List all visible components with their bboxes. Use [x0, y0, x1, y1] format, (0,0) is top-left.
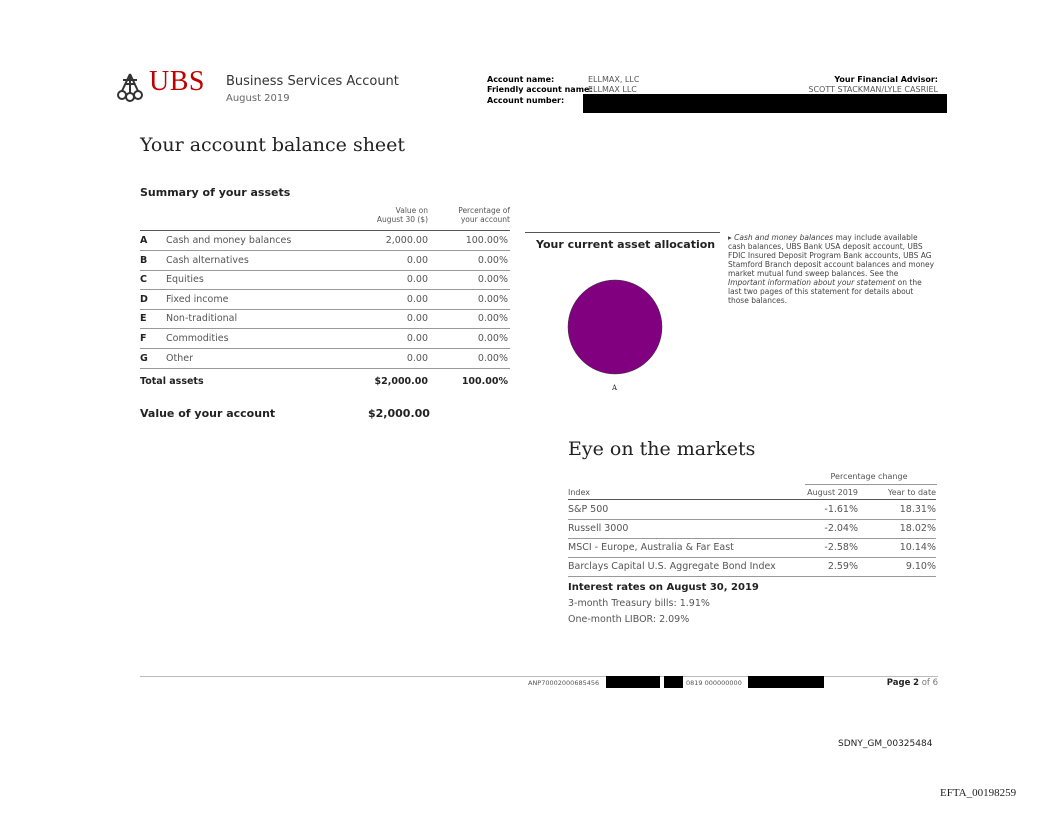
asset-row	[140, 251, 510, 271]
market-row	[568, 538, 936, 558]
account-value-label: Value of your account	[140, 407, 276, 420]
asset-row	[140, 270, 510, 290]
page-indicator: Page 2 of 6	[886, 678, 938, 688]
redaction-2	[664, 676, 683, 688]
asset-value: 2,000.00	[385, 235, 428, 246]
allocation-rule	[525, 232, 720, 233]
pct-change-header: Percentage change	[830, 472, 908, 481]
market-index: S&P 500	[568, 504, 609, 515]
summary-title: Summary of your assets	[140, 186, 291, 199]
statement-period: August 2019	[226, 93, 290, 104]
account-name-label: Account name:	[487, 75, 555, 84]
redaction-account-number	[583, 94, 947, 113]
market-row	[568, 519, 936, 539]
ubs-wordmark: UBS	[149, 66, 205, 97]
asset-letter: G	[140, 352, 148, 364]
market-row	[568, 557, 936, 577]
total-value: $2,000.00	[374, 376, 428, 387]
page-title: Your account balance sheet	[140, 134, 406, 156]
markets-title: Eye on the markets	[568, 438, 756, 460]
account-value: $2,000.00	[368, 407, 430, 420]
friendly-name-label: Friendly account name:	[487, 85, 593, 94]
triangle-bullet-icon: ▸	[728, 233, 735, 242]
asset-value: 0.00	[406, 352, 428, 364]
asset-pct: 0.00%	[477, 274, 508, 286]
pie-label-a: A	[612, 384, 618, 392]
asset-letter: A	[140, 235, 148, 246]
asset-row	[140, 290, 510, 310]
market-month: -1.61%	[824, 504, 858, 515]
asset-label: Fixed income	[166, 293, 229, 305]
asset-pct: 100.00%	[465, 235, 508, 246]
market-month: -2.04%	[824, 523, 858, 534]
market-index: MSCI - Europe, Australia & Far East	[568, 542, 734, 553]
efta-number: EFTA_00198259	[940, 787, 1017, 799]
asset-pct: 0.00%	[477, 293, 508, 305]
rates-title: Interest rates on August 30, 2019	[568, 582, 759, 593]
col-month-header: August 2019	[807, 488, 858, 497]
ubs-logo	[113, 68, 203, 104]
total-pct: 100.00%	[461, 376, 508, 387]
asset-value: 0.00	[406, 293, 428, 305]
allocation-note: ▸ Cash and money balances may include available cash balances, UBS Bank USA deposit account, UBS FDIC Insured Deposit Program Bank accounts, UBS AG Stamford Branch deposit account balances and money market mutual fund sweep balances. See the Important information about your statement on the last two pages of this statement for details about those balances.	[728, 233, 935, 305]
asset-row	[140, 349, 510, 369]
col-ytd-header: Year to date	[887, 488, 936, 497]
col-pct-header: Percentage of your account	[458, 206, 510, 224]
account-name-value: ELLMAX, LLC	[588, 75, 640, 84]
total-label: Total assets	[140, 376, 204, 387]
asset-pct: 0.00%	[477, 313, 508, 325]
market-ytd: 18.02%	[899, 523, 936, 534]
pct-change-rule	[805, 484, 937, 485]
asset-pct: 0.00%	[477, 333, 508, 344]
rate-libor: One-month LIBOR: 2.09%	[568, 614, 690, 625]
asset-label: Non-traditional	[166, 313, 238, 325]
footer-code-2: 0819 000000000	[686, 679, 742, 687]
pie-slice-a	[568, 280, 662, 374]
market-row	[568, 500, 936, 520]
friendly-name-value: ELLMAX LLC	[588, 85, 637, 94]
redaction-3	[748, 676, 824, 688]
market-ytd: 9.10%	[905, 561, 936, 572]
asset-value: 0.00	[406, 333, 428, 344]
account-type: Business Services Account	[226, 74, 399, 89]
asset-label: Commodities	[166, 333, 229, 344]
asset-letter: C	[140, 274, 147, 286]
asset-value: 0.00	[406, 254, 428, 266]
redaction-1	[606, 676, 660, 688]
asset-label: Cash alternatives	[166, 254, 249, 266]
rate-treasury: 3-month Treasury bills: 1.91%	[568, 598, 710, 609]
market-month: 2.59%	[827, 561, 858, 572]
asset-value: 0.00	[406, 313, 428, 325]
col-value-header: Value on August 30 ($)	[376, 206, 428, 224]
bates-number: SDNY_GM_00325484	[838, 739, 933, 749]
asset-value: 0.00	[406, 274, 428, 286]
allocation-pie-chart	[565, 279, 665, 399]
account-number-label: Account number:	[487, 96, 565, 105]
asset-label: Cash and money balances	[166, 235, 292, 246]
asset-letter: D	[140, 293, 148, 305]
market-ytd: 10.14%	[899, 542, 936, 553]
asset-letter: F	[140, 333, 147, 344]
allocation-title: Your current asset allocation	[536, 238, 716, 251]
footer-code-1: ANP70002000685456	[528, 679, 600, 687]
col-index-header: Index	[568, 488, 591, 497]
asset-letter: E	[140, 313, 147, 325]
market-month: -2.58%	[824, 542, 858, 553]
asset-letter: B	[140, 254, 148, 266]
advisor-value: SCOTT STACKMAN/LYLE CASRIEL	[808, 85, 938, 94]
market-index: Russell 3000	[568, 523, 629, 534]
asset-label: Other	[166, 352, 193, 364]
asset-pct: 0.00%	[477, 352, 508, 364]
asset-row	[140, 309, 510, 329]
market-index: Barclays Capital U.S. Aggregate Bond Index	[568, 561, 776, 572]
market-ytd: 18.31%	[899, 504, 936, 515]
ubs-keys-icon	[113, 70, 147, 104]
asset-pct: 0.00%	[477, 254, 508, 266]
total-assets-row	[140, 372, 510, 391]
asset-row	[140, 329, 510, 349]
asset-label: Equities	[166, 274, 204, 286]
advisor-label: Your Financial Advisor:	[834, 75, 938, 84]
asset-row	[140, 231, 510, 251]
